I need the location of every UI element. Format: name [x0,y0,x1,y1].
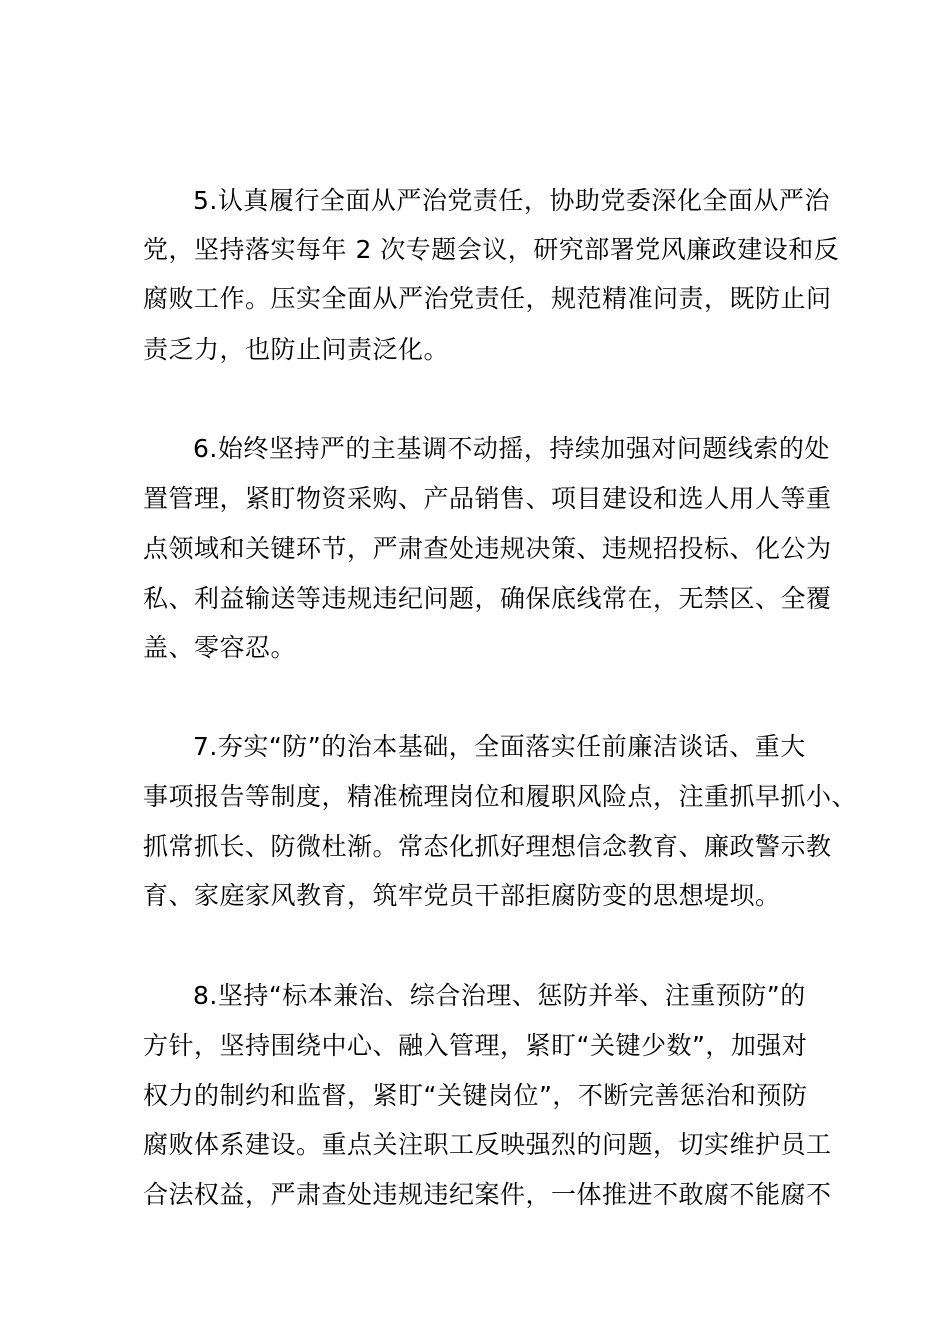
paragraph-line: 方针，坚持围绕中心、融入管理，紧盯“关键少数”，加强对 [143,1031,808,1060]
paragraph-line: 腐败体系建设。重点关注职工反映强烈的问题，切实维护员工 [143,1130,832,1159]
paragraph-line: 党，坚持落实每年 2 次专题会议，研究部署党风廉政建设和反 [143,235,840,264]
paragraph-line: 7.夯实“防”的治本基础，全面落实任前廉洁谈话、重大 [193,732,806,761]
paragraph-line: 腐败工作。压实全面从严治党责任，规范精准问责，既防止问 [143,284,832,313]
paragraph-line: 抓常抓长、防微杜渐。常态化抓好理想信念教育、廉政警示教 [143,832,832,861]
paragraph-line: 8.坚持“标本兼治、综合治理、惩防并举、注重预防”的 [193,981,806,1010]
paragraph-line: 合法权益，严肃查处违规违纪案件，一体推进不敢腐不能腐不 [143,1180,832,1209]
paragraph-line: 私、利益输送等违规违纪问题，确保底线常在，无禁区、全覆 [143,584,832,613]
paragraph-line: 责乏力，也防止问责泛化。 [143,335,450,364]
paragraph-line: 育、家庭家风教育，筑牢党员干部拒腐防变的思想堤坝。 [143,881,781,910]
paragraph-line: 5.认真履行全面从严治党责任，协助党委深化全面从严治 [193,186,830,215]
paragraph-line: 置管理，紧盯物资采购、产品销售、项目建设和选人用人等重 [143,484,832,513]
paragraph-line: 6.始终坚持严的主基调不动摇，持续加强对问题线索的处 [193,434,830,463]
paragraph-line: 盖、零容忍。 [143,633,297,662]
paragraph-line: 事项报告等制度，精准梳理岗位和履职风险点，注重抓早抓小、 [143,782,858,811]
paragraph-line: 点领域和关键环节，严肃查处违规决策、违规招投标、化公为 [143,534,832,563]
paragraph-line: 权力的制约和监督，紧盯“关键岗位”，不断完善惩治和预防 [143,1081,808,1110]
